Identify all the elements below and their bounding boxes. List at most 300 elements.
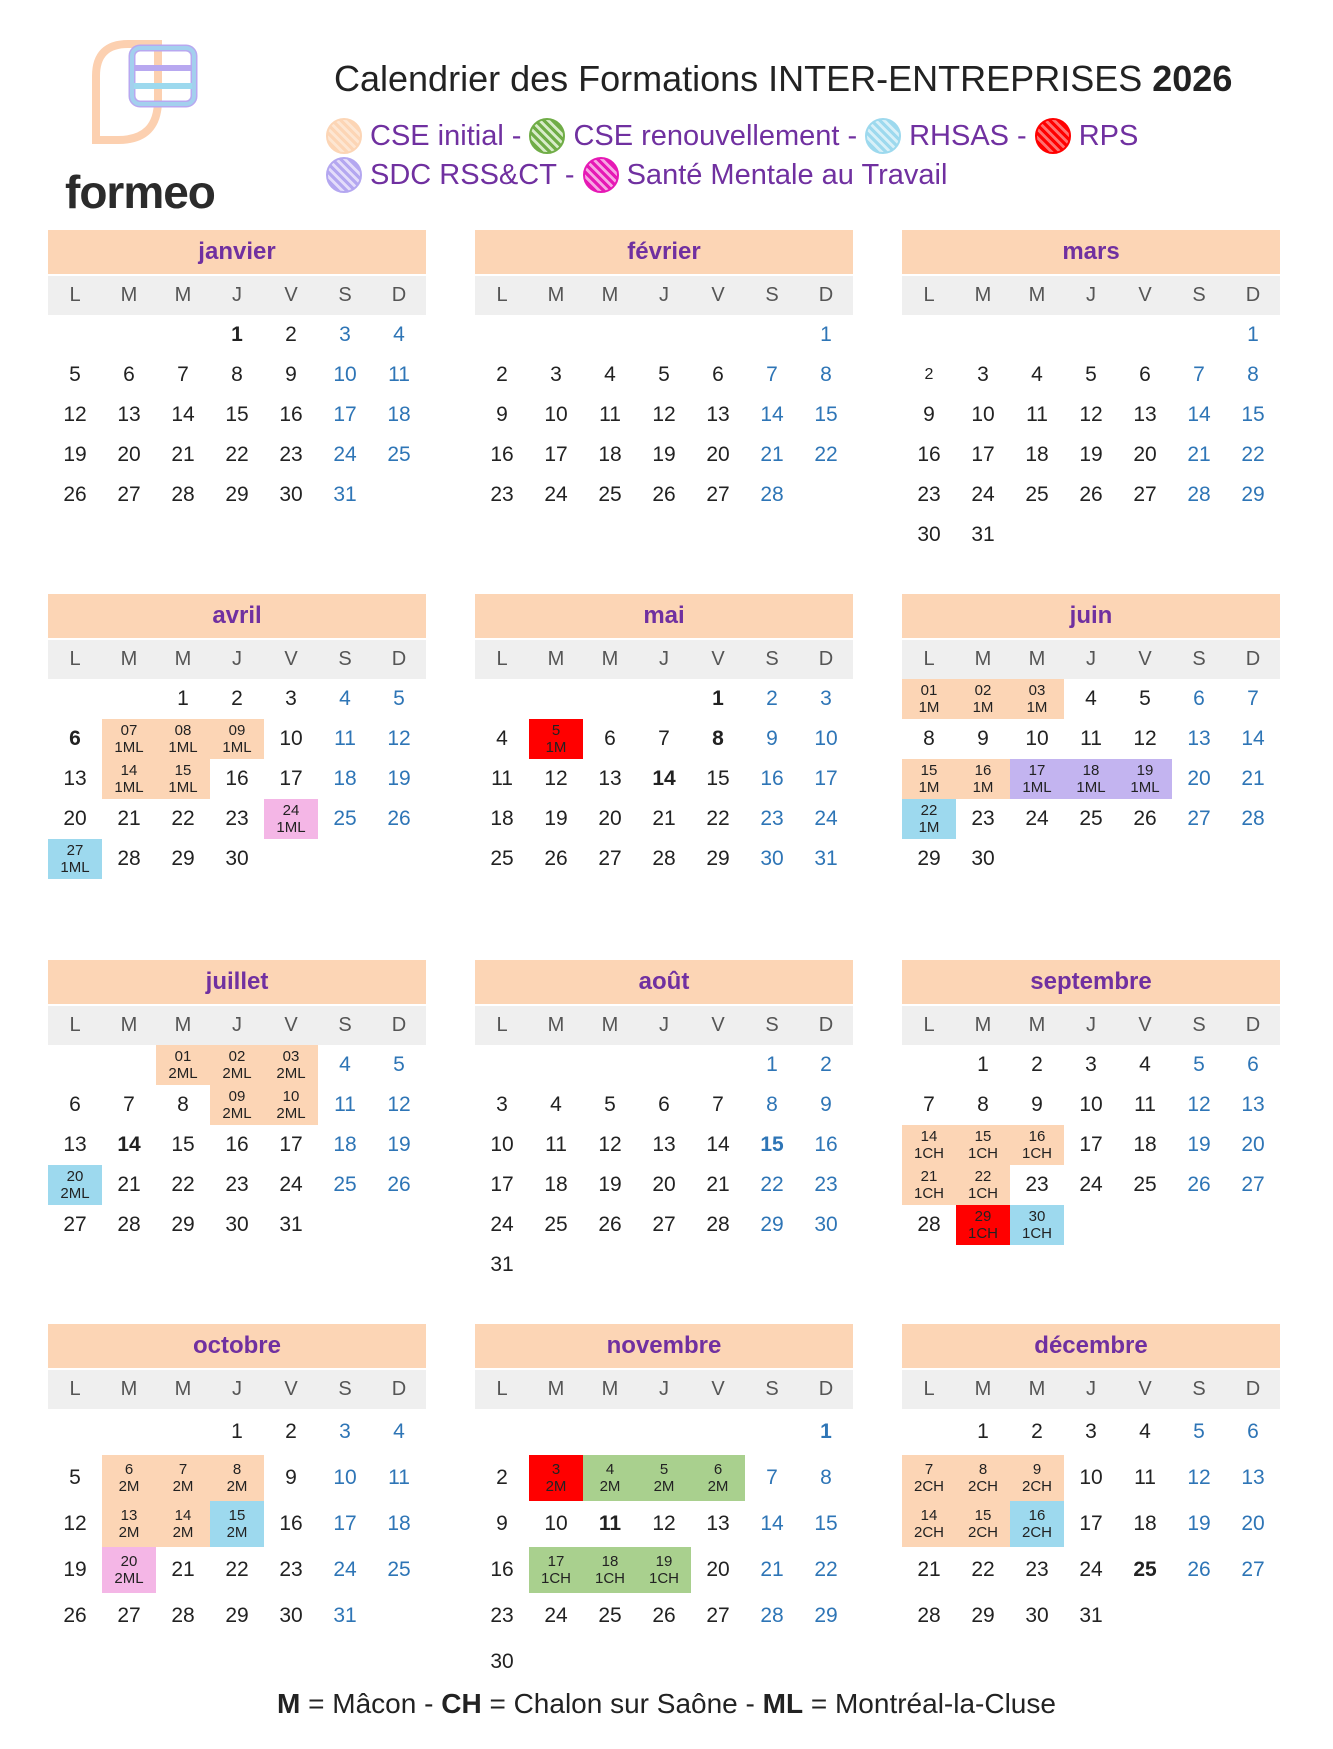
day-cell: 17 [1079, 1512, 1103, 1535]
session-code: 2M [172, 1478, 194, 1495]
day-cell: 30 [225, 1213, 249, 1236]
session-day: 07 [120, 722, 138, 739]
day-cell: 19 [598, 1173, 622, 1196]
session-day: 15 [974, 1507, 992, 1524]
day-cell: 9 [285, 1466, 297, 1489]
day-cell: 31 [814, 847, 838, 870]
weekday-label: D [391, 648, 407, 670]
weekday-label: M [601, 1014, 619, 1036]
session-code: 2M [599, 1478, 621, 1495]
day-cell: 11 [334, 727, 356, 750]
training-session-cell [210, 1501, 264, 1547]
day-cell: 4 [550, 1093, 562, 1116]
day-cell: 31 [333, 483, 357, 506]
day-cell: 24 [333, 443, 357, 466]
day-cell: 24 [1079, 1173, 1103, 1196]
training-session-cell [1010, 759, 1064, 799]
session-day: 09 [228, 722, 246, 739]
weekday-label: S [1192, 1014, 1206, 1036]
session-code: 2ML [276, 1105, 306, 1122]
weekday-label: M [120, 284, 138, 306]
day-cell: 17 [971, 443, 995, 466]
weekday-label: S [1192, 1378, 1206, 1400]
weekday-label: V [284, 1014, 298, 1036]
day-cell: 25 [387, 443, 411, 466]
day-cell: 11 [388, 1466, 410, 1489]
month-title: février [475, 230, 853, 274]
day-cell: 29 [225, 1604, 249, 1627]
training-session-cell [156, 719, 210, 759]
day-cell: 13 [63, 767, 87, 790]
day-cell: 25 [1133, 1173, 1157, 1196]
month-title: janvier [48, 230, 426, 274]
day-cell: 8 [177, 1093, 189, 1116]
training-session-cell [956, 1501, 1010, 1547]
day-cell: 16 [490, 443, 514, 466]
day-cell: 8 [923, 727, 935, 750]
session-day: 17 [1028, 762, 1046, 779]
day-cell: 29 [171, 1213, 195, 1236]
weekday-header [475, 640, 853, 679]
session-day: 03 [1028, 682, 1046, 699]
day-cell: 17 [544, 443, 568, 466]
day-cell: 8 [1247, 363, 1259, 386]
training-session-cell [210, 719, 264, 759]
session-day: 20 [66, 1168, 84, 1185]
session-day: 10 [282, 1088, 300, 1105]
day-cell: 5 [69, 363, 81, 386]
training-session-cell [264, 799, 318, 839]
day-cell: 17 [279, 1133, 303, 1156]
day-cell: 20 [652, 1173, 676, 1196]
month-juillet [48, 960, 426, 1236]
day-cell: 23 [279, 1558, 303, 1581]
training-session-cell [956, 679, 1010, 719]
weekday-header [48, 1006, 426, 1045]
training-session-cell [210, 1045, 264, 1085]
day-cell: 24 [544, 1604, 568, 1627]
month-title: décembre [902, 1324, 1280, 1368]
weekday-label: M [1028, 1378, 1046, 1400]
day-cell: 16 [279, 1512, 303, 1535]
day-cell: 19 [387, 1133, 411, 1156]
day-cell: 22 [814, 1558, 838, 1581]
weekday-label: V [711, 648, 725, 670]
weekday-label: S [765, 1378, 779, 1400]
day-cell: 19 [63, 1558, 87, 1581]
day-cell: 15 [814, 403, 838, 426]
day-cell: 1 [977, 1420, 989, 1443]
day-cell: 19 [1187, 1512, 1211, 1535]
day-cell: 22 [706, 807, 730, 830]
training-session-cell [156, 1455, 210, 1501]
day-cell: 30 [225, 847, 249, 870]
day-cell: 25 [1079, 807, 1103, 830]
day-cell: 13 [117, 403, 141, 426]
day-cell: 22 [171, 1173, 195, 1196]
day-cell: 30 [760, 847, 784, 870]
training-session-cell [529, 1455, 583, 1501]
day-cell: 23 [814, 1173, 838, 1196]
weekday-label: L [496, 1014, 508, 1036]
day-cell: 2 [496, 363, 508, 386]
weekday-label: D [1245, 648, 1261, 670]
month-title: septembre [902, 960, 1280, 1004]
day-cell: 29 [225, 483, 249, 506]
weekday-header [475, 276, 853, 315]
weekday-label: M [1028, 648, 1046, 670]
weekday-label: J [659, 648, 669, 670]
day-cell: 26 [387, 1173, 411, 1196]
month-janvier [48, 230, 426, 506]
day-cell: 13 [706, 1512, 730, 1535]
day-cell: 23 [225, 807, 249, 830]
weekday-label: M [547, 1378, 565, 1400]
weekday-header [902, 640, 1280, 679]
month-title: juin [902, 594, 1280, 638]
day-cell: 25 [333, 807, 357, 830]
day-cell: 10 [544, 403, 568, 426]
month-title: mai [475, 594, 853, 638]
day-cell: 11 [598, 1512, 622, 1535]
day-cell: 18 [1025, 443, 1049, 466]
session-code: 2ML [168, 1065, 198, 1082]
day-cell: 24 [490, 1213, 514, 1236]
session-code: 2M [707, 1478, 729, 1495]
day-cell: 23 [1025, 1558, 1049, 1581]
day-cell: 9 [766, 727, 778, 750]
session-code: 2M [172, 1524, 194, 1541]
month-octobre [48, 1324, 426, 1627]
legend-item-rps: RPS [1035, 118, 1139, 154]
day-cell: 2 [231, 687, 243, 710]
day-cell: 1 [177, 687, 189, 710]
session-code: 1ML [168, 779, 198, 796]
day-cell: 21 [117, 1173, 141, 1196]
day-cell: 19 [544, 807, 568, 830]
session-day: 24 [282, 802, 300, 819]
weekday-label: D [391, 1014, 407, 1036]
day-cell: 5 [1139, 687, 1151, 710]
day-cell: 28 [652, 847, 676, 870]
weekday-label: M [547, 1014, 565, 1036]
day-cell: 21 [760, 443, 784, 466]
weekday-label: L [923, 648, 935, 670]
weekday-label: L [69, 1014, 81, 1036]
day-cell: 4 [1139, 1420, 1151, 1443]
day-cell: 9 [496, 1512, 508, 1535]
day-cell: 12 [544, 767, 568, 790]
day-cell: 27 [117, 1604, 141, 1627]
day-cell: 28 [917, 1604, 941, 1627]
weekday-label: J [659, 1014, 669, 1036]
session-code: 2CH [1021, 1478, 1052, 1495]
training-session-cell [1010, 1125, 1064, 1165]
day-cell: 31 [971, 523, 995, 546]
day-cell: 1 [820, 323, 832, 346]
day-cell: 29 [814, 1604, 838, 1627]
day-cell: 29 [1241, 483, 1265, 506]
day-cell: 6 [604, 727, 616, 750]
day-cell: 12 [652, 1512, 676, 1535]
legend-item-cse-initial: CSE initial [326, 118, 504, 154]
weekday-label: V [284, 284, 298, 306]
weekday-label: M [120, 648, 138, 670]
day-cell: 26 [1133, 807, 1157, 830]
day-cell: 4 [393, 323, 405, 346]
session-code: 2ML [114, 1570, 144, 1587]
weekday-label: J [659, 284, 669, 306]
magenta-hatched-dot-icon [583, 157, 619, 193]
day-cell: 27 [598, 847, 622, 870]
weekday-label: J [232, 284, 242, 306]
weekday-label: M [974, 1014, 992, 1036]
weekday-label: S [1192, 648, 1206, 670]
day-cell: 21 [917, 1558, 941, 1581]
day-cell: 11 [334, 1093, 356, 1116]
green-hatched-dot-icon [529, 118, 565, 154]
day-cell: 20 [117, 443, 141, 466]
day-cell: 22 [971, 1558, 995, 1581]
weekday-label: M [974, 648, 992, 670]
day-cell: 13 [1241, 1093, 1265, 1116]
day-cell: 6 [1139, 363, 1151, 386]
month-avril [48, 594, 426, 876]
day-cell: 26 [652, 1604, 676, 1627]
session-code: 2M [545, 1478, 567, 1495]
day-cell: 23 [1025, 1173, 1049, 1196]
training-session-cell [102, 719, 156, 759]
session-day: 01 [920, 682, 938, 699]
session-code: 2ML [222, 1065, 252, 1082]
session-day: 14 [120, 762, 138, 779]
training-session-cell [102, 1501, 156, 1547]
day-cell: 21 [760, 1558, 784, 1581]
day-cell: 4 [604, 363, 616, 386]
day-cell: 28 [171, 483, 195, 506]
month-décembre [902, 1324, 1280, 1627]
session-code: 1ML [60, 859, 90, 876]
day-cell: 6 [1247, 1420, 1259, 1443]
session-day: 08 [174, 722, 192, 739]
training-session-cell [1010, 1501, 1064, 1547]
day-cell: 11 [1134, 1093, 1156, 1116]
session-code: 1CH [967, 1145, 998, 1162]
day-cell: 24 [544, 483, 568, 506]
training-session-cell [210, 1085, 264, 1125]
session-day: 22 [920, 802, 938, 819]
training-session-cell [902, 1165, 956, 1205]
session-day: 5 [659, 1461, 669, 1478]
day-cell: 12 [63, 1512, 87, 1535]
session-day: 15 [974, 1128, 992, 1145]
weekday-label: V [711, 284, 725, 306]
session-code: 2M [226, 1524, 248, 1541]
day-cell: 27 [706, 483, 730, 506]
day-cell: 20 [1187, 767, 1211, 790]
weekday-header [48, 276, 426, 315]
day-cell: 9 [496, 403, 508, 426]
title-year: 2026 [1152, 58, 1233, 99]
training-session-cell [902, 799, 956, 839]
weekday-label: J [1086, 1378, 1096, 1400]
session-code: 1ML [1022, 779, 1052, 796]
training-session-cell [48, 839, 102, 879]
weekday-label: M [601, 1378, 619, 1400]
day-cell: 18 [544, 1173, 568, 1196]
purple-hatched-dot-icon [326, 157, 362, 193]
day-cell: 24 [333, 1558, 357, 1581]
weekday-label: V [1138, 1014, 1152, 1036]
day-cell: 27 [1241, 1558, 1265, 1581]
day-cell: 31 [333, 1604, 357, 1627]
day-cell: 3 [496, 1093, 508, 1116]
day-cell: 16 [490, 1558, 514, 1581]
day-cell: 16 [917, 443, 941, 466]
day-cell: 14 [706, 1133, 730, 1156]
legend-item-sante-mentale: Santé Mentale au Travail [583, 157, 948, 193]
day-cell: 7 [766, 1466, 778, 1489]
weekday-label: D [818, 1014, 834, 1036]
day-cell: 24 [814, 807, 838, 830]
training-session-cell [102, 1455, 156, 1501]
day-cell: 28 [706, 1213, 730, 1236]
session-code: 1CH [967, 1225, 998, 1242]
day-cell: 6 [712, 363, 724, 386]
day-cell: 28 [917, 1213, 941, 1236]
weekday-label: M [601, 648, 619, 670]
day-cell: 16 [225, 767, 249, 790]
session-day: 03 [282, 1048, 300, 1065]
day-cell: 6 [658, 1093, 670, 1116]
day-cell: 6 [69, 727, 81, 750]
day-cell: 3 [820, 687, 832, 710]
session-code: 2M [118, 1524, 140, 1541]
weekday-header [902, 1006, 1280, 1045]
day-cell: 10 [333, 1466, 357, 1489]
day-cell: 23 [917, 483, 941, 506]
weekday-label: V [284, 1378, 298, 1400]
training-session-cell [956, 1205, 1010, 1245]
day-cell: 23 [279, 443, 303, 466]
red-hatched-dot-icon [1035, 118, 1071, 154]
day-cell: 3 [339, 323, 351, 346]
session-code: 1ML [114, 739, 144, 756]
day-cell: 22 [814, 443, 838, 466]
legend-row-2: SDC RSS&CT - Santé Mentale au Travail [326, 157, 947, 193]
day-cell: 1 [977, 1053, 989, 1076]
day-cell: 4 [1139, 1053, 1151, 1076]
weekday-label: S [338, 1014, 352, 1036]
weekday-label: M [547, 648, 565, 670]
day-cell: 19 [63, 443, 87, 466]
day-cell: 10 [814, 727, 838, 750]
day-cell: 10 [490, 1133, 514, 1156]
weekday-label: J [1086, 648, 1096, 670]
day-cell: 14 [171, 403, 195, 426]
session-day: 01 [174, 1048, 192, 1065]
day-cell: 18 [333, 1133, 357, 1156]
training-session-cell [156, 1501, 210, 1547]
session-day: 6 [713, 1461, 723, 1478]
session-day: 14 [174, 1507, 192, 1524]
day-cell: 11 [599, 403, 621, 426]
weekday-label: D [818, 284, 834, 306]
day-cell: 15 [171, 1133, 195, 1156]
session-code: 1CH [913, 1185, 944, 1202]
session-day: 09 [228, 1088, 246, 1105]
weekday-label: D [818, 648, 834, 670]
day-cell: 2 [1031, 1053, 1043, 1076]
day-cell: 20 [1241, 1133, 1265, 1156]
day-cell: 16 [279, 403, 303, 426]
day-cell: 11 [491, 767, 513, 790]
session-code: 1ML [276, 819, 306, 836]
day-cell: 2 [1031, 1420, 1043, 1443]
day-cell: 23 [490, 1604, 514, 1627]
weekday-label: S [765, 648, 779, 670]
day-cell: 7 [1247, 687, 1259, 710]
weekday-label: M [120, 1014, 138, 1036]
day-cell: 4 [393, 1420, 405, 1443]
day-cell: 30 [971, 847, 995, 870]
day-cell: 10 [1079, 1093, 1103, 1116]
session-day: 3 [551, 1461, 561, 1478]
session-code: 1CH [1021, 1145, 1052, 1162]
session-code: 2CH [967, 1478, 998, 1495]
weekday-label: L [923, 1378, 935, 1400]
day-cell: 10 [279, 727, 303, 750]
session-code: 2CH [913, 1478, 944, 1495]
session-code: 1M [972, 699, 994, 716]
day-cell: 2 [496, 1466, 508, 1489]
day-cell: 23 [971, 807, 995, 830]
day-cell: 8 [820, 363, 832, 386]
peach-hatched-dot-icon [326, 118, 362, 154]
training-session-cell [1064, 759, 1118, 799]
day-cell: 17 [490, 1173, 514, 1196]
day-cell: 30 [490, 1650, 514, 1673]
day-cell: 11 [545, 1133, 567, 1156]
training-session-cell [902, 759, 956, 799]
day-cell: 19 [1079, 443, 1103, 466]
formeo-logo-icon [88, 40, 208, 160]
training-session-cell [902, 1501, 956, 1547]
weekday-header [902, 1370, 1280, 1409]
day-cell: 25 [598, 1604, 622, 1627]
weekday-label: L [69, 648, 81, 670]
weekday-label: L [496, 1378, 508, 1400]
day-cell: 21 [171, 443, 195, 466]
day-cell: 20 [598, 807, 622, 830]
session-day: 14 [920, 1507, 938, 1524]
day-cell: 25 [490, 847, 514, 870]
day-cell: 16 [225, 1133, 249, 1156]
weekday-label: M [974, 284, 992, 306]
weekday-header [475, 1006, 853, 1045]
day-cell: 21 [1187, 443, 1211, 466]
day-cell: 10 [1025, 727, 1049, 750]
weekday-label: S [765, 284, 779, 306]
month-août [475, 960, 853, 1276]
page-title [334, 58, 1232, 100]
weekday-label: J [232, 1378, 242, 1400]
day-cell: 27 [117, 483, 141, 506]
day-cell: 2 [820, 1053, 832, 1076]
day-cell: 27 [706, 1604, 730, 1627]
day-cell: 9 [820, 1093, 832, 1116]
day-cell: 12 [387, 1093, 411, 1116]
